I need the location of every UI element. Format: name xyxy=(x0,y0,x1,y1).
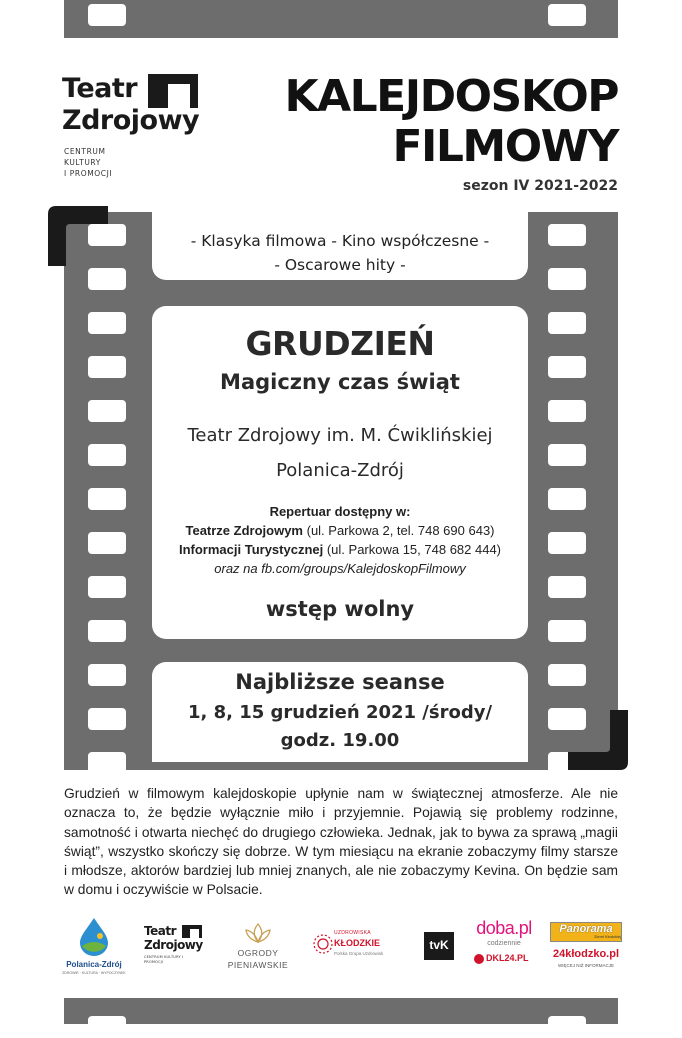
water-drop-icon xyxy=(76,916,112,956)
doba-sub: codziennie xyxy=(487,940,521,947)
place-2-name: Informacji Turystycznej xyxy=(178,542,324,557)
uzdrowiska-line1: UZDROWISKA xyxy=(334,930,371,936)
film-hole xyxy=(548,576,586,598)
film-hole xyxy=(88,620,126,642)
logo-word-teatr: Teatr xyxy=(62,73,138,104)
klodzko-sub: WIĘCEJ NIŻ INFORMACJE xyxy=(558,963,614,968)
panorama-label: Panorama xyxy=(559,923,613,935)
venue-city: Polanica-Zdrój xyxy=(276,460,404,481)
film-hole xyxy=(548,488,586,510)
film-hole xyxy=(548,620,586,642)
screenings-heading: Najbliższe seanse xyxy=(235,670,445,694)
panorama-sub: Ziemi Kłodzkiej xyxy=(594,934,621,939)
film-hole xyxy=(88,312,126,334)
film-hole xyxy=(548,268,586,290)
logo-sub-1: CENTRUM xyxy=(64,147,106,156)
uzdrowiska-line2: KŁODZKIE xyxy=(334,938,380,948)
uzdrowiska-swirl-icon xyxy=(312,932,334,956)
film-hole xyxy=(548,224,586,246)
uzdrowiska-line3: Polska Grupa Uzdrowisk xyxy=(334,951,384,956)
repertoire-online-link[interactable]: oraz na fb.com/groups/KalejdoskopFilmowy xyxy=(214,561,466,576)
film-hole xyxy=(88,708,126,730)
repertoire-heading: Repertuar dostępny w: xyxy=(269,504,411,519)
klodzko-label: 24kłodzko.pl xyxy=(552,948,620,960)
sponsor-polanica xyxy=(56,916,132,980)
logo-mark-icon xyxy=(148,74,198,108)
polanica-name: Polanica-Zdrój xyxy=(66,960,122,969)
title-line-2: FILMOWY xyxy=(392,121,618,172)
description-text: Grudzień w filmowym kalejdoskopie upłynie nam w świątecznej atmosferze. Ale nie oznacza to, że będzie wyłącznie miło i przyjemnie. Pojawią się problemy rodzinne, samotność i otwarta niechęć do drugiego człowieka. Jednak, jak to bywa za sprawą „magii świąt”, wszystko skończy się dobrze. W tym miesiącu na ekranie zobaczymy filmy starsze i młodsze, aktorów bardziej lub mniej znanych, ale nie zobaczymy Kevina. On będzie sam w domu i oczywiście w Polsacie. xyxy=(64,786,618,898)
sponsor-panorama xyxy=(548,922,628,978)
film-hole xyxy=(88,576,126,598)
genres-line-1: - Klasyka filmowa - Kino współczesne - xyxy=(190,232,490,250)
film-hole xyxy=(548,532,586,554)
season-label: sezon IV 2021-2022 xyxy=(462,178,618,194)
ogrody-line2: PIENIAWSKIE xyxy=(227,960,289,970)
corner-bracket-bottom-right xyxy=(568,710,628,770)
screenings-time: godz. 19.00 xyxy=(280,730,400,751)
title-line-1: KALEJDOSKOP xyxy=(284,71,618,122)
film-hole xyxy=(548,400,586,422)
film-hole xyxy=(88,268,126,290)
doba-name: doba.pl xyxy=(476,918,532,938)
month-name: GRUDZIEŃ xyxy=(245,324,435,363)
film-hole xyxy=(88,400,126,422)
sponsor-teatr-line1: Teatr xyxy=(144,924,176,938)
screenings-dates: 1, 8, 15 grudzień 2021 /środy/ xyxy=(187,702,493,723)
logo-sub-3: I PROMOCJI xyxy=(64,169,113,178)
logo-sub-2: KULTURY xyxy=(64,158,101,167)
teatr-logo xyxy=(62,72,212,182)
sponsor-ogrody xyxy=(226,922,290,978)
film-hole xyxy=(88,444,126,466)
film-hole xyxy=(548,1016,586,1038)
film-hole xyxy=(548,312,586,334)
sponsor-tvk xyxy=(424,932,454,960)
film-hole xyxy=(88,4,126,26)
sponsor-doba xyxy=(468,918,540,978)
logo-word-zdrojowy: Zdrojowy xyxy=(62,105,200,136)
genres-line-2: - Oscarowe hity - xyxy=(274,256,406,274)
film-hole xyxy=(88,356,126,378)
sponsor-uzdrowiska xyxy=(312,926,400,970)
film-hole xyxy=(548,4,586,26)
film-hole xyxy=(88,488,126,510)
film-hole xyxy=(88,532,126,554)
sponsors-row xyxy=(40,910,644,982)
film-hole xyxy=(548,664,586,686)
place-1-name: Teatrze Zdrojowym xyxy=(185,523,303,538)
repertoire-place-2 xyxy=(152,542,528,557)
tvk-label: tvK xyxy=(429,938,449,952)
film-hole xyxy=(88,664,126,686)
panorama-badge xyxy=(550,922,622,942)
sponsor-teatr-mark-icon xyxy=(182,925,202,938)
venue-name: Teatr Zdrojowy im. M. Ćwiklińskiej xyxy=(187,425,493,446)
sponsor-teatr xyxy=(144,924,206,974)
dkl-label: DKL24.PL xyxy=(486,953,529,963)
film-hole xyxy=(88,1016,126,1038)
month-theme: Magiczny czas świąt xyxy=(220,370,460,394)
repertoire-place-1 xyxy=(152,523,528,538)
entry-free: wstęp wolny xyxy=(265,597,415,621)
sponsor-teatr-line2: Zdrojowy xyxy=(144,938,203,952)
ogrody-line1: OGRODY xyxy=(237,948,279,958)
film-hole xyxy=(548,356,586,378)
lotus-icon xyxy=(243,922,273,944)
sponsor-teatr-sub: CENTRUM KULTURY I PROMOCJI xyxy=(144,955,184,964)
corner-bracket-top-left xyxy=(48,206,108,266)
film-hole xyxy=(548,444,586,466)
dkl-icon xyxy=(474,954,484,964)
polanica-sub: ZDROWIE · KULTURA · WYPOCZYNEK xyxy=(62,971,126,975)
place-1-address: (ul. Parkowa 2, tel. 748 690 643) xyxy=(303,523,495,538)
place-2-address: (ul. Parkowa 15, 748 682 444) xyxy=(323,542,502,557)
